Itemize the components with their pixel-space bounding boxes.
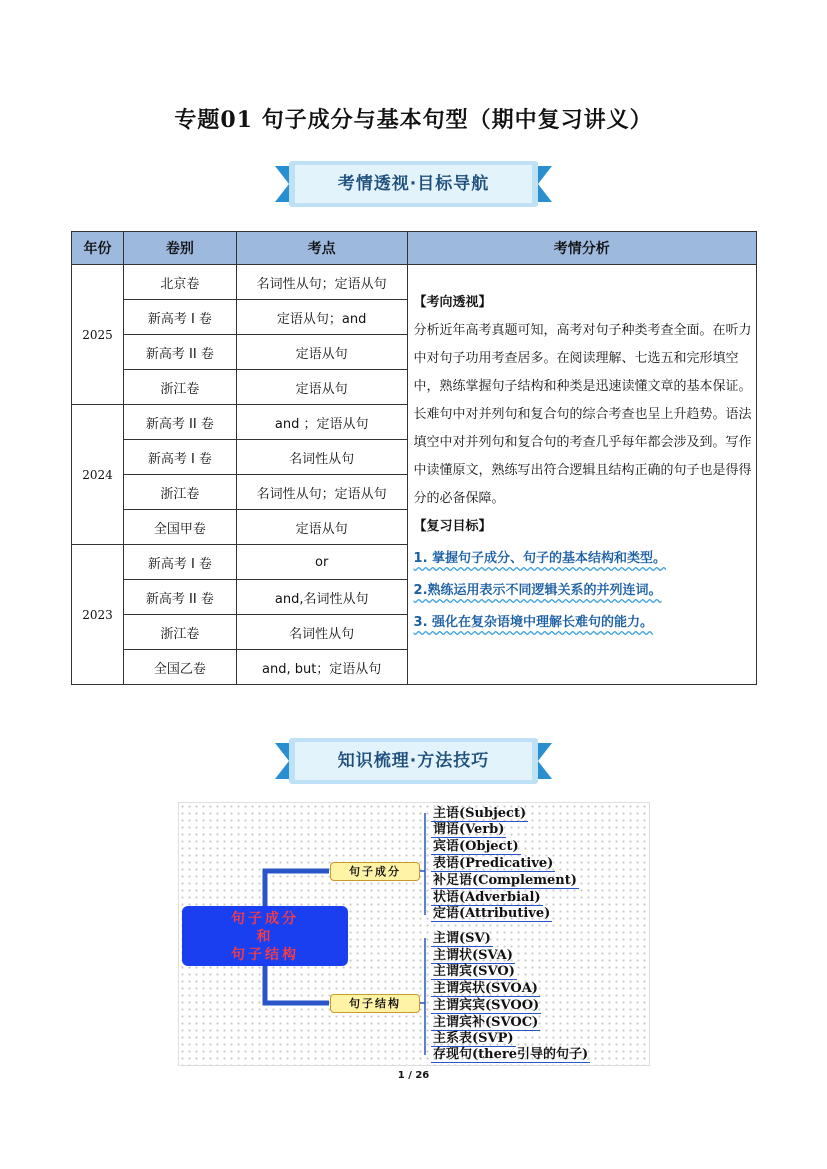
topic-cell: and,名词性从句 <box>236 580 407 615</box>
section-banner-knowledge <box>275 738 552 784</box>
topic-cell: 定语从句 <box>236 510 407 545</box>
leaf-sv: 主谓(SV) <box>433 931 491 946</box>
paper-cell: 浙江卷 <box>123 475 236 510</box>
topic-cell: and, but；定语从句 <box>236 650 407 685</box>
leaf-verb: 谓语(Verb) <box>433 822 505 837</box>
section-banner-exam <box>275 161 552 207</box>
year-cell: 2023 <box>72 545 124 685</box>
leaf-predicative: 表语(Predicative) <box>433 856 554 871</box>
paper-cell: 新高考 I 卷 <box>123 300 236 335</box>
topic-cell: 名词性从句 <box>236 615 407 650</box>
table-header-row <box>72 232 757 265</box>
center-line: 句子结构 <box>231 947 299 963</box>
goal-item: 1. 掌握句子成分、句子的基本结构和类型。 <box>413 551 667 566</box>
table-row <box>72 265 757 300</box>
paper-cell: 新高考 II 卷 <box>123 335 236 370</box>
topic-cell: 名词性从句；定语从句 <box>236 475 407 510</box>
topic-cell: 定语从句 <box>236 335 407 370</box>
sentence-structure-mindmap <box>178 802 650 1066</box>
topic-cell: or <box>236 545 407 580</box>
center-line: 句子成分 <box>231 911 299 927</box>
paper-cell: 新高考 I 卷 <box>123 440 236 475</box>
banner-title: 知识梳理·方法技巧 <box>337 751 490 771</box>
goal-item: 2.熟练运用表示不同逻辑关系的并列连词。 <box>413 583 662 598</box>
paper-cell: 全国乙卷 <box>123 650 236 685</box>
topic-cell: 名词性从句；定语从句 <box>236 265 407 300</box>
year-cell: 2025 <box>72 265 124 405</box>
paper-cell: 新高考 II 卷 <box>123 405 236 440</box>
document-title: 专题01 句子成分与基本句型（期中复习讲义） <box>174 107 653 133</box>
analysis-body: 分析近年高考真题可知，高考对句子种类考查全面。在听力中对句子功用考查居多。在阅读理解、七选五和完形填空中，熟练掌握句子结构和种类是迅速读懂文章的基本保证。长难句中对并列句和复合句的综合考查也呈上升趋势。语法填空中对并列句和复合句的考查几乎每年都会涉及到。写作中读懂原文，熟练写出符合逻辑且结构正确的句子也是得得分的必备保障。 <box>413 323 752 506</box>
leaf-attributive: 定语(Attributive) <box>433 906 551 921</box>
goal-item: 3. 强化在复杂语境中理解长难句的能力。 <box>413 615 654 630</box>
exam-analysis-table <box>71 231 757 685</box>
mindmap-center-node <box>182 906 348 966</box>
header-topic: 考点 <box>236 232 407 265</box>
paper-cell: 浙江卷 <box>123 615 236 650</box>
analysis-cell <box>407 265 756 685</box>
paper-cell: 新高考 II 卷 <box>123 580 236 615</box>
header-analysis: 考情分析 <box>407 232 756 265</box>
topic-cell: 名词性从句 <box>236 440 407 475</box>
banner-title: 考情透视·目标导航 <box>337 174 490 194</box>
leaf-object: 宾语(Object) <box>433 839 519 854</box>
branch-sentence-elements: 句子成分 <box>330 862 420 881</box>
topic-cell: 定语从句；and <box>236 300 407 335</box>
analysis-heading: 【考向透视】 <box>413 295 492 310</box>
leaf-svp: 主系表(SVP) <box>433 1031 514 1046</box>
leaf-there-be: 存现句(there引导的句子) <box>433 1047 589 1062</box>
leaf-complement: 补足语(Complement) <box>433 873 577 888</box>
topic-cell: 定语从句 <box>236 370 407 405</box>
center-line: 和 <box>256 929 274 945</box>
leaf-svoc: 主谓宾补(SVOC) <box>433 1015 539 1030</box>
branch-sentence-structure: 句子结构 <box>330 994 420 1013</box>
paper-cell: 全国甲卷 <box>123 510 236 545</box>
leaf-adverbial: 状语(Adverbial) <box>433 890 541 905</box>
leaf-svoo: 主谓宾宾(SVOO) <box>433 998 540 1013</box>
page-number: 1 / 26 <box>397 1070 430 1081</box>
leaf-subject: 主语(Subject) <box>433 806 527 821</box>
goals-heading: 【复习目标】 <box>413 519 492 534</box>
leaf-sva: 主谓状(SVA) <box>433 948 513 963</box>
topic-cell: and ；定语从句 <box>236 405 407 440</box>
paper-cell: 浙江卷 <box>123 370 236 405</box>
leaf-svo: 主谓宾(SVO) <box>433 964 515 979</box>
paper-cell: 北京卷 <box>123 265 236 300</box>
leaf-svoa: 主谓宾状(SVOA) <box>433 981 538 996</box>
header-year: 年份 <box>72 232 124 265</box>
year-cell: 2024 <box>72 405 124 545</box>
header-paper: 卷别 <box>123 232 236 265</box>
paper-cell: 新高考 I 卷 <box>123 545 236 580</box>
